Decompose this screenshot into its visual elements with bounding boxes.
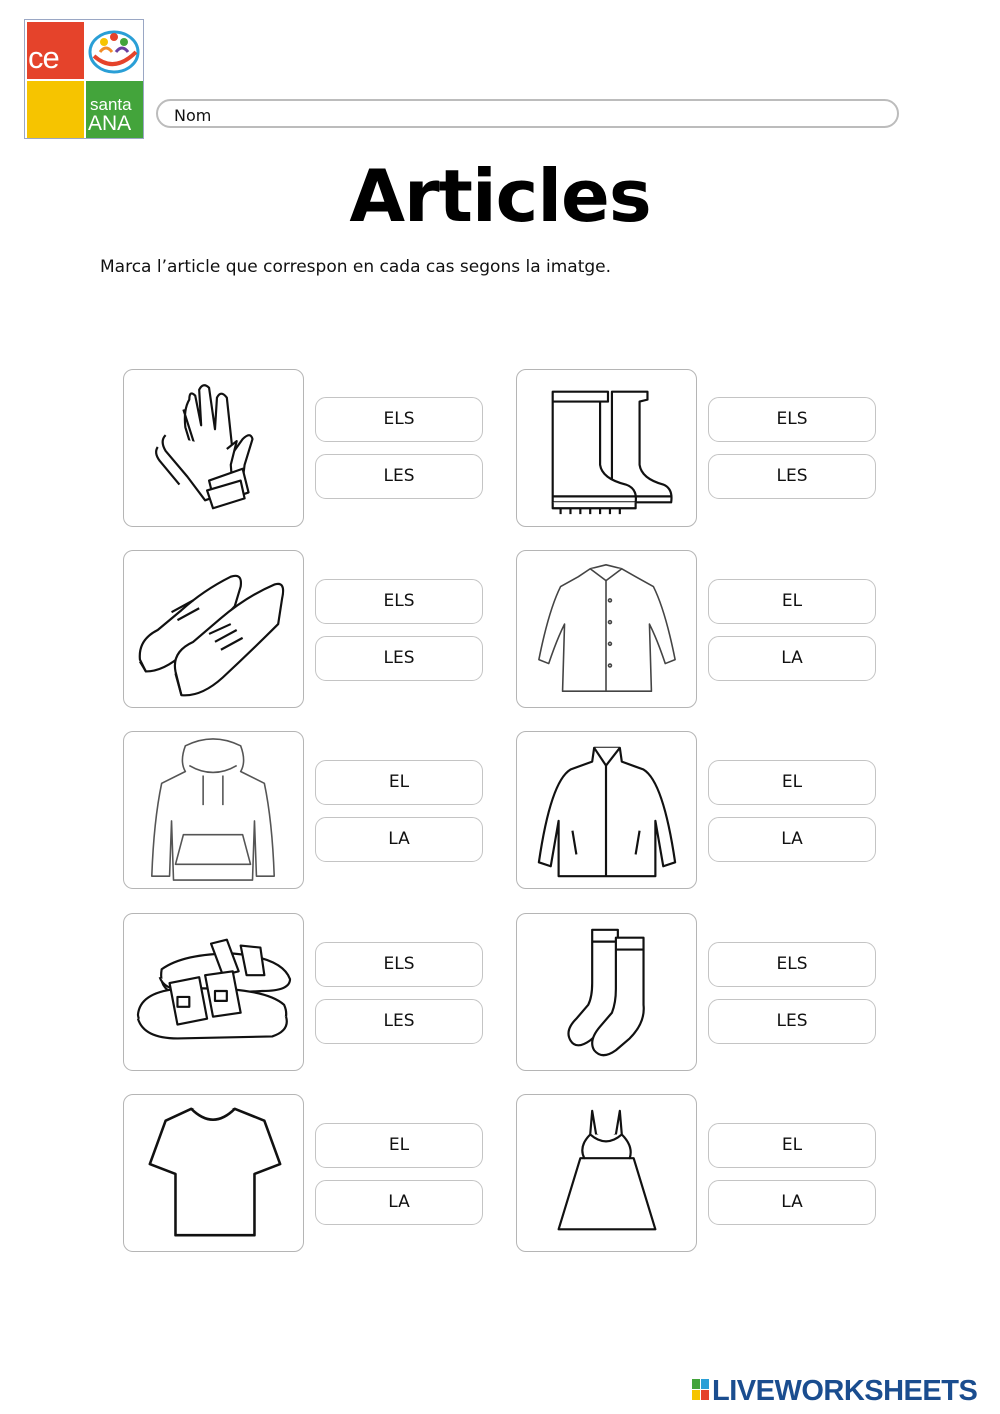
page-title: Articles: [349, 154, 651, 238]
item-image-tshirt: [123, 1094, 304, 1252]
option-els[interactable]: ELS: [708, 397, 876, 442]
item-image-shirt: [516, 550, 697, 708]
option-el[interactable]: EL: [708, 579, 876, 624]
option-la[interactable]: LA: [708, 636, 876, 681]
option-els[interactable]: ELS: [315, 579, 483, 624]
logo-white-square: [86, 22, 143, 79]
shirt-icon: [517, 551, 696, 707]
item-image-socks: [516, 913, 697, 1071]
option-el[interactable]: EL: [315, 760, 483, 805]
option-el[interactable]: EL: [315, 1123, 483, 1168]
name-label: Nom: [174, 106, 212, 125]
liveworksheets-brand: LIVEWORKSHEETS: [712, 1375, 978, 1407]
item-image-gloves: [123, 369, 304, 527]
item-image-jacket: [516, 731, 697, 889]
hoodie-icon: [124, 732, 303, 888]
option-els[interactable]: ELS: [315, 397, 483, 442]
shoes-icon: [124, 551, 303, 707]
option-la[interactable]: LA: [315, 1180, 483, 1225]
instruction-text: Marca l’article que correspon en cada cas segons la imatge.: [100, 257, 612, 277]
item-image-hoodie: [123, 731, 304, 889]
option-la[interactable]: LA: [708, 1180, 876, 1225]
option-el[interactable]: EL: [708, 760, 876, 805]
item-image-shoes: [123, 550, 304, 708]
liveworksheets-logo-icon: [692, 1379, 710, 1401]
option-els[interactable]: ELS: [708, 942, 876, 987]
gloves-icon: [124, 370, 303, 526]
school-logo: [24, 19, 144, 139]
item-image-dress: [516, 1094, 697, 1252]
option-el[interactable]: EL: [708, 1123, 876, 1168]
name-field[interactable]: [156, 99, 899, 128]
option-les[interactable]: LES: [708, 999, 876, 1044]
tshirt-icon: [124, 1095, 303, 1251]
option-els[interactable]: ELS: [315, 942, 483, 987]
option-la[interactable]: LA: [315, 817, 483, 862]
dress-icon: [517, 1095, 696, 1251]
logo-yellow-square: [27, 81, 84, 138]
option-les[interactable]: LES: [315, 454, 483, 499]
family-emblem-icon: [86, 22, 143, 79]
item-image-boots: [516, 369, 697, 527]
logo-text-santa: santa: [90, 95, 132, 114]
logo-text-ce: ce: [28, 40, 59, 75]
option-les[interactable]: LES: [315, 636, 483, 681]
socks-icon: [517, 914, 696, 1070]
sandals-icon: [124, 914, 303, 1070]
option-les[interactable]: LES: [708, 454, 876, 499]
boots-icon: [517, 370, 696, 526]
option-les[interactable]: LES: [315, 999, 483, 1044]
logo-text-ana: ANA: [88, 112, 132, 135]
item-image-sandals: [123, 913, 304, 1071]
liveworksheets-footer[interactable]: [692, 1375, 992, 1405]
option-la[interactable]: LA: [708, 817, 876, 862]
jacket-icon: [517, 732, 696, 888]
